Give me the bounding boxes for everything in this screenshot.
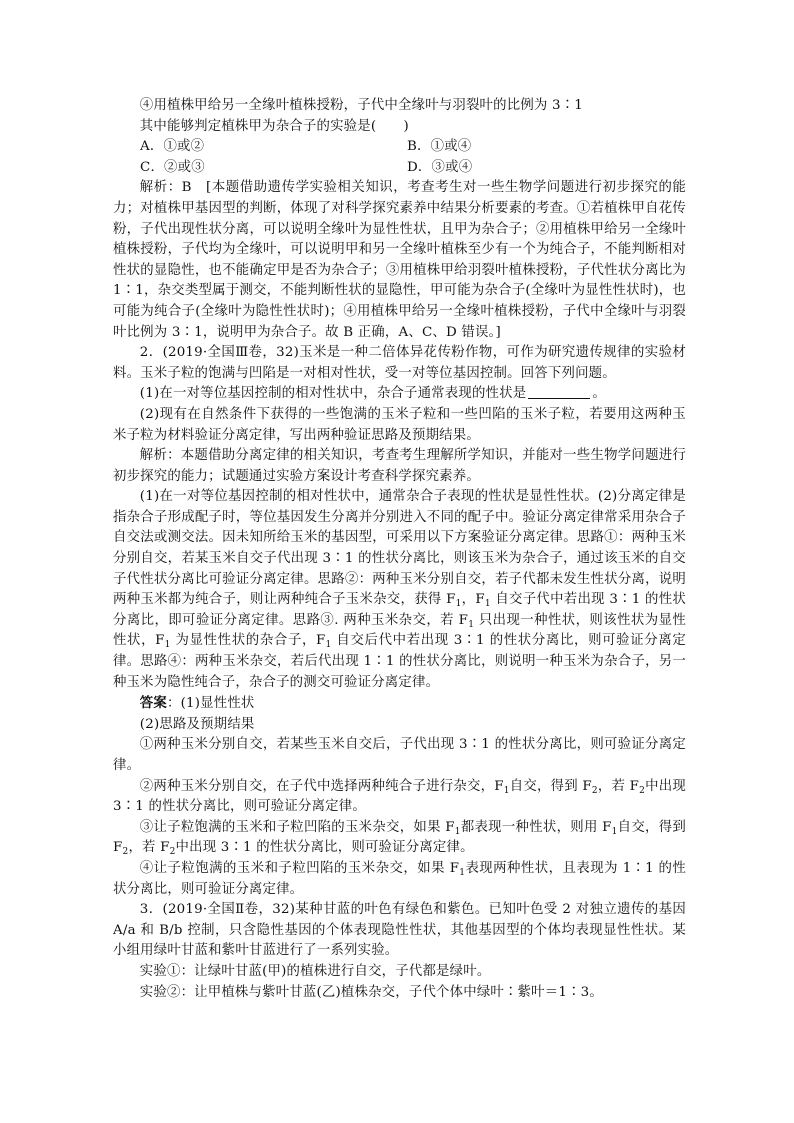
q2-idea-4 [113,859,686,900]
q3-intro: 3．(2019·全国Ⅱ卷，32)某种甘蓝的叶色有绿色和紫色。已知叶色受 2 对独立遗传的基因 A/a 和 B/b 控制，只含隐性基因的个体表现隐性性状，其他基因型的个体均表现显性性状。某小组用绿叶甘蓝和紫叶甘蓝进行了一系列实验。 [113,902,686,959]
choice-d[interactable]: D．③或④ [407,159,473,175]
q2-analysis-detail [113,487,686,693]
subscript: 1 [325,640,332,651]
q2-answer [113,693,686,715]
subscript: 1 [611,826,618,837]
q1-choices-row-2 [113,158,686,179]
choice-c[interactable]: C．②或③ [140,159,205,175]
subscript: 1 [503,785,510,796]
answer-blank[interactable] [528,384,590,399]
q2-sub1-text: (1)在一对等位基因控制的相对性状中，杂合子通常表现的性状是 [139,386,527,402]
subscript: 1 [468,619,475,630]
detail-part: 自交子代中若出现 3∶1 的性状分离比，即可验证分离定律。思路③. 两种玉米杂交，若 F [113,592,686,628]
idea-part: 中出现 3∶1 的性状分离比，则可验证分离定律。 [175,840,474,856]
idea-part: 中出现 3∶1 的性状分离比，则可验证分离定律。 [113,778,686,815]
q1-option-4: ④用植株甲给另一全缘叶植株授粉，子代中全缘叶与羽裂叶的比例为 3∶1 [139,98,583,113]
idea-part: ③让子粒饱满的玉米和子粒凹陷的玉米杂交，如果 F [139,819,455,835]
subscript: 1 [455,599,462,610]
q2-intro: 2．(2019·全国Ⅲ卷，32)玉米是一种二倍体异花传粉作物，可作为研究遗传规律的实验材料。玉米子粒的饱满与凹陷是一对相对性状，受一对等位基因控制。回答下列问题。 [113,345,686,381]
q2-idea-3 [113,818,686,859]
idea-part: 都表现一种性状，则用 F [460,819,612,835]
subscript: 1 [459,867,466,878]
detail-part: (1)在一对等位基因控制的相对性状中，通常杂合子表现的性状是显性性状。(2)分离定律是指杂合子形成配子时，等位基因发生分离并分别进入不同的配子中。验证分离定律常采用杂合子自交法或测交法。因未知所给玉米的基因型，可采用以下方案验证分离定律。思路①：两种玉米分别自交，若某玉米自交子代出现 3∶1 的性状分离比，则该玉米为杂合子，通过该玉米的自交子代性状分离比可验证分离定律。思路②：两种玉米分别自交，若子代都未发生性状分离，说明两种玉米都为纯合子，则让两种纯合子玉米杂交，获得 F [113,489,686,608]
choice-b[interactable]: B．①或④ [407,139,472,155]
detail-part: ，F [461,592,485,608]
idea-part: ，若 F [128,840,170,856]
idea-part: 自交，得到 F [509,778,592,794]
q2-idea-2 [113,777,686,818]
subscript: 2 [639,785,646,796]
q2-analysis: 解析：本题借助分离定律的相关知识，考查考生理解所学知识，并能对一些生物学问题进行初步探究的能力；试题通过实验方案设计考查科学探究素养。 [113,448,686,484]
subscript: 2 [122,847,129,858]
idea-part: 自交，得到 F [113,819,686,856]
detail-part: 只出现一种性状，则该性状为显性性状，F [113,612,686,649]
subscript: 1 [454,826,461,837]
answer-label: 答案 [139,695,167,712]
detail-part: 为显性性状的杂合子，F [170,633,326,649]
subscript: 2 [591,785,598,796]
choice-a[interactable]: A．①或② [140,139,205,155]
q2-answer-2: (2)思路及预期结果 [139,716,255,732]
idea-part: ④让子粒饱满的玉米和子粒凹陷的玉米杂交，如果 F [139,860,460,876]
detail-part: 自交后代中若出现 3∶1 的性状分离比，则可验证分离定律。思路④：两种玉米杂交，若后代出现 1∶1 的性状分离比，则说明一种玉米为杂合子，另一种玉米为隐性纯合子，杂合子的测交可验证分离定律。 [113,633,686,690]
q2-sub1 [113,384,686,405]
q3-experiment-2: 实验②：让甲植株与紫叶甘蓝(乙)植株杂交，子代个体中绿叶∶紫叶＝1∶3。 [139,984,603,1000]
q2-sub1-end: 。 [592,386,606,402]
answer-1: ：(1)显性性状 [166,696,255,712]
subscript: 1 [484,599,491,610]
q2-idea-1: ①两种玉米分别自交，若某些玉米自交后，子代出现 3∶1 的性状分离比，则可验证分离定律。 [113,737,686,773]
idea-part: ，若 F [597,778,640,794]
subscript: 2 [169,847,176,858]
subscript: 1 [164,640,171,651]
q2-sub2: (2)现有在自然条件下获得的一些饱满的玉米子粒和一些凹陷的玉米子粒，若要用这两种玉米子粒为材料验证分离定律，写出两种验证思路及预期结果。 [113,406,686,443]
q1-choices-row-1 [113,137,686,158]
q1-explanation: 解析：B [本题借助遗传学实验相关知识，考查考生对一些生物学问题进行初步探究的能力；对植株甲基因型的判断，体现了对科学探究素养中结果分析要素的考查。①若植株甲自花传粉，子代出现性状分离，可以说明全缘叶为显性性状，且甲为杂合子；②用植株甲给另一全缘叶植株授粉，子代均为全缘叶，可以说明甲和另一全缘叶植株至少有一个为纯合子，不能判断相对性状的显隐性，也不能确定甲是否为杂合子；③用植株甲给羽裂叶植株授粉，子代性状分离比为 1∶1，杂交类型属于测交，不能判断性状的显隐性，甲可能为杂合子(全缘叶为显性性状时)，也可能为纯合子(全缘叶为隐性性状时)；④用植株甲给另一全缘叶植株授粉，子代中全缘叶与羽裂叶比例为 3∶1，说明甲为杂合子。故 B 正确，A、C、D 错误。] [113,180,686,340]
q1-stem: 其中能够判定植株甲为杂合子的实验是( ) [139,118,409,134]
q3-experiment-1: 实验①：让绿叶甘蓝(甲)的植株进行自交，子代都是绿叶。 [139,963,491,979]
idea-part: 表现两种性状，且表现为 1∶1 的性状分离比，则可验证分离定律。 [113,860,686,897]
idea-part: ②两种玉米分别自交，在子代中选择两种纯合子进行杂交，F [139,778,504,794]
